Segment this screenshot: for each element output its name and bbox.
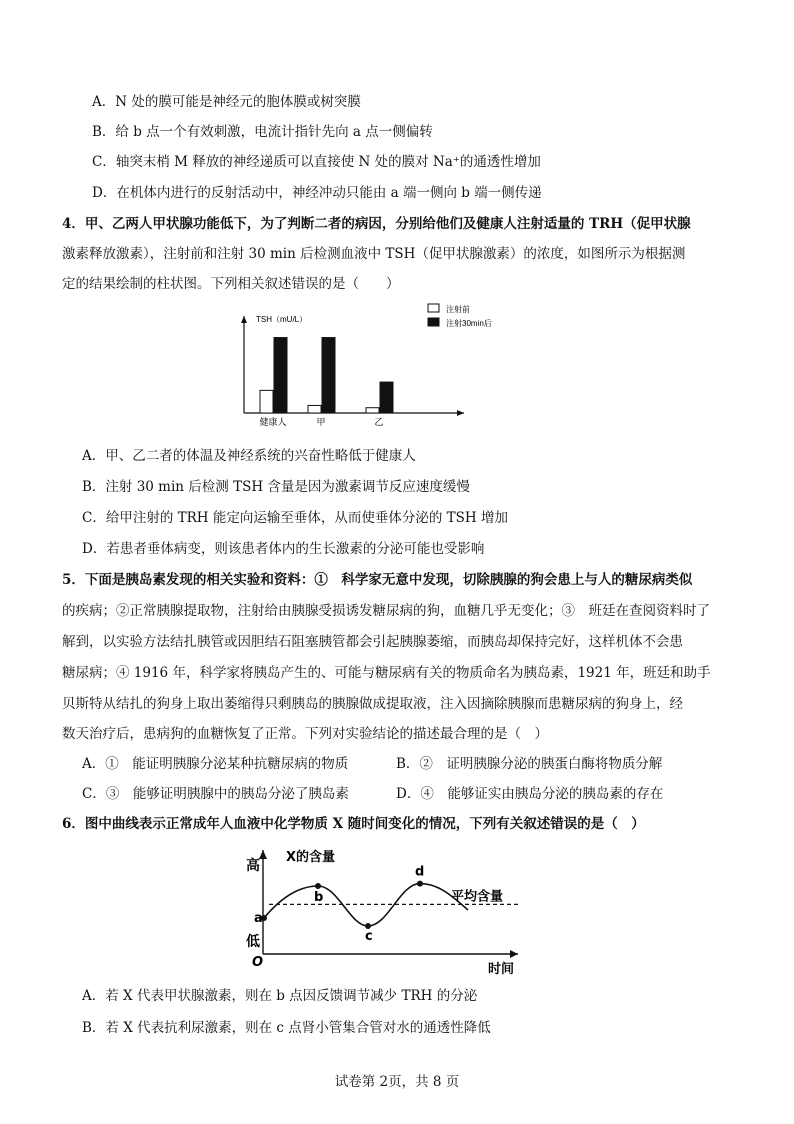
bar-before-2 bbox=[366, 408, 379, 413]
y-axis-arrow bbox=[241, 316, 247, 323]
origin-label: O bbox=[252, 955, 264, 970]
q3-option-c: C．轴突末梢 M 释放的神经递质可以直接使 N 处的膜对 Na⁺的通透性增加 bbox=[92, 154, 541, 170]
tsh-bar-chart bbox=[232, 300, 522, 432]
bar-after-0 bbox=[274, 338, 287, 413]
bar-after-2 bbox=[380, 382, 393, 413]
q5-option-a: A．① 能证明胰腺分泌某种抗糖尿病的物质 bbox=[82, 756, 349, 772]
legend-swatch-1 bbox=[428, 318, 439, 326]
q5-stem-line-6: 数天治疗后，患病狗的血糖恢复了正常。下列对实验结论的描述最合理的是（ ） bbox=[62, 726, 548, 742]
point-d bbox=[417, 881, 423, 887]
x-axis-arrow bbox=[510, 950, 518, 958]
bar-after-1 bbox=[322, 338, 335, 413]
q4-option-a: A．甲、乙二者的体温及神经系统的兴奋性略低于健康人 bbox=[82, 448, 416, 464]
q5-stem-line-5: 贝斯特从结扎的狗身上取出萎缩得只剩胰岛的胰腺做成提取液，注入因摘除胰腺而患糖尿病的狗身上，经 bbox=[62, 696, 683, 712]
bar-before-1 bbox=[308, 405, 321, 413]
q5-stem-line-2: 的疾病；②正常胰腺提取物，注射给由胰腺受损诱发糖尿病的狗，血糖几乎无变化；③ 班廷在查阅资料时了 bbox=[62, 603, 710, 619]
point-label-b: b bbox=[314, 890, 324, 905]
q4-stem-line-1: 4．甲、乙两人甲状腺功能低下，为了判断二者的病因，分别给他们及健康人注射适量的 TRH（促甲状腺 bbox=[62, 216, 691, 232]
q5-option-d: D．④ 能够证实由胰岛分泌的胰岛素的存在 bbox=[396, 786, 664, 802]
x-content-curve-chart bbox=[246, 842, 546, 978]
category-label-2: 乙 bbox=[374, 417, 384, 427]
y-high-label: 高 bbox=[246, 858, 260, 874]
q5-option-c: C．③ 能够证明胰腺中的胰岛分泌了胰岛素 bbox=[82, 786, 349, 802]
y-axis-arrow bbox=[259, 850, 267, 859]
mean-line-label: 平均含量 bbox=[451, 889, 504, 905]
q6-stem: 6．图中曲线表示正常成年人血液中化学物质 X 随时间变化的情况，下列有关叙述错误的是（ ） bbox=[62, 816, 645, 832]
q5-stem-line-1: 5．下面是胰岛素发现的相关实验和资料：① 科学家无意中发现，切除胰腺的狗会患上与人的糖尿病类似 bbox=[62, 572, 693, 588]
y-low-label: 低 bbox=[246, 934, 260, 950]
q3-option-a: A．N 处的膜可能是神经元的胞体膜或树突膜 bbox=[92, 94, 361, 110]
point-label-c: c bbox=[365, 929, 373, 944]
q4-option-b: B．注射 30 min 后检测 TSH 含量是因为激素调节反应速度缓慢 bbox=[82, 479, 470, 495]
x-axis-label: 时间 bbox=[488, 962, 515, 977]
q3-option-d: D．在机体内进行的反射活动中，神经冲动只能由 a 端一侧向 b 端一侧传递 bbox=[92, 185, 542, 201]
category-label-0: 健康人 bbox=[259, 417, 287, 427]
q3-option-b: B．给 b 点一个有效刺激，电流计指针先向 a 点一侧偏转 bbox=[92, 124, 433, 140]
y-axis-label: TSH（mU/L） bbox=[256, 315, 308, 324]
category-label-1: 甲 bbox=[316, 417, 326, 427]
q6-option-a: A．若 X 代表甲状腺激素，则在 b 点因反馈调节减少 TRH 的分泌 bbox=[82, 988, 478, 1004]
page-footer: 试卷第 2页，共 8 页 bbox=[334, 1074, 460, 1090]
q5-stem-line-3: 解到，以实验方法结扎胰管或因胆结石阻塞胰管都会引起胰腺萎缩，而胰岛却保持完好，这样机体不会患 bbox=[62, 634, 683, 650]
q4-stem-line-2: 激素释放激素），注射前和注射 30 min 后检测血液中 TSH（促甲状腺激素）的浓度，如图所示为根据测 bbox=[62, 246, 686, 262]
legend-swatch-0 bbox=[428, 304, 439, 312]
legend-label-0: 注射前 bbox=[446, 305, 470, 314]
q4-option-c: C．给甲注射的 TRH 能定向运输至垂体，从而使垂体分泌的 TSH 增加 bbox=[82, 510, 508, 526]
x-axis-arrow bbox=[457, 410, 464, 416]
point-b bbox=[315, 883, 321, 889]
point-label-a: a bbox=[254, 911, 263, 926]
y-axis-label: X的含量 bbox=[286, 850, 336, 865]
bar-before-0 bbox=[260, 390, 273, 413]
q4-stem-line-3: 定的结果绘制的柱状图。下列相关叙述错误的是（ ） bbox=[62, 276, 400, 292]
point-label-d: d bbox=[415, 864, 425, 880]
q4-option-d: D．若患者垂体病变，则该患者体内的生长激素的分泌可能也受影响 bbox=[82, 541, 485, 557]
q5-stem-line-4: 糖尿病；④ 1916 年，科学家将胰岛产生的、可能与糖尿病有关的物质命名为胰岛素，1921 年，班廷和助手 bbox=[62, 665, 711, 681]
legend-label-1: 注射30min后 bbox=[446, 319, 492, 328]
q5-option-b: B．② 证明胰腺分泌的胰蛋白酶将物质分解 bbox=[396, 756, 663, 772]
q6-option-b: B．若 X 代表抗利尿激素，则在 c 点肾小管集合管对水的通透性降低 bbox=[82, 1020, 491, 1036]
